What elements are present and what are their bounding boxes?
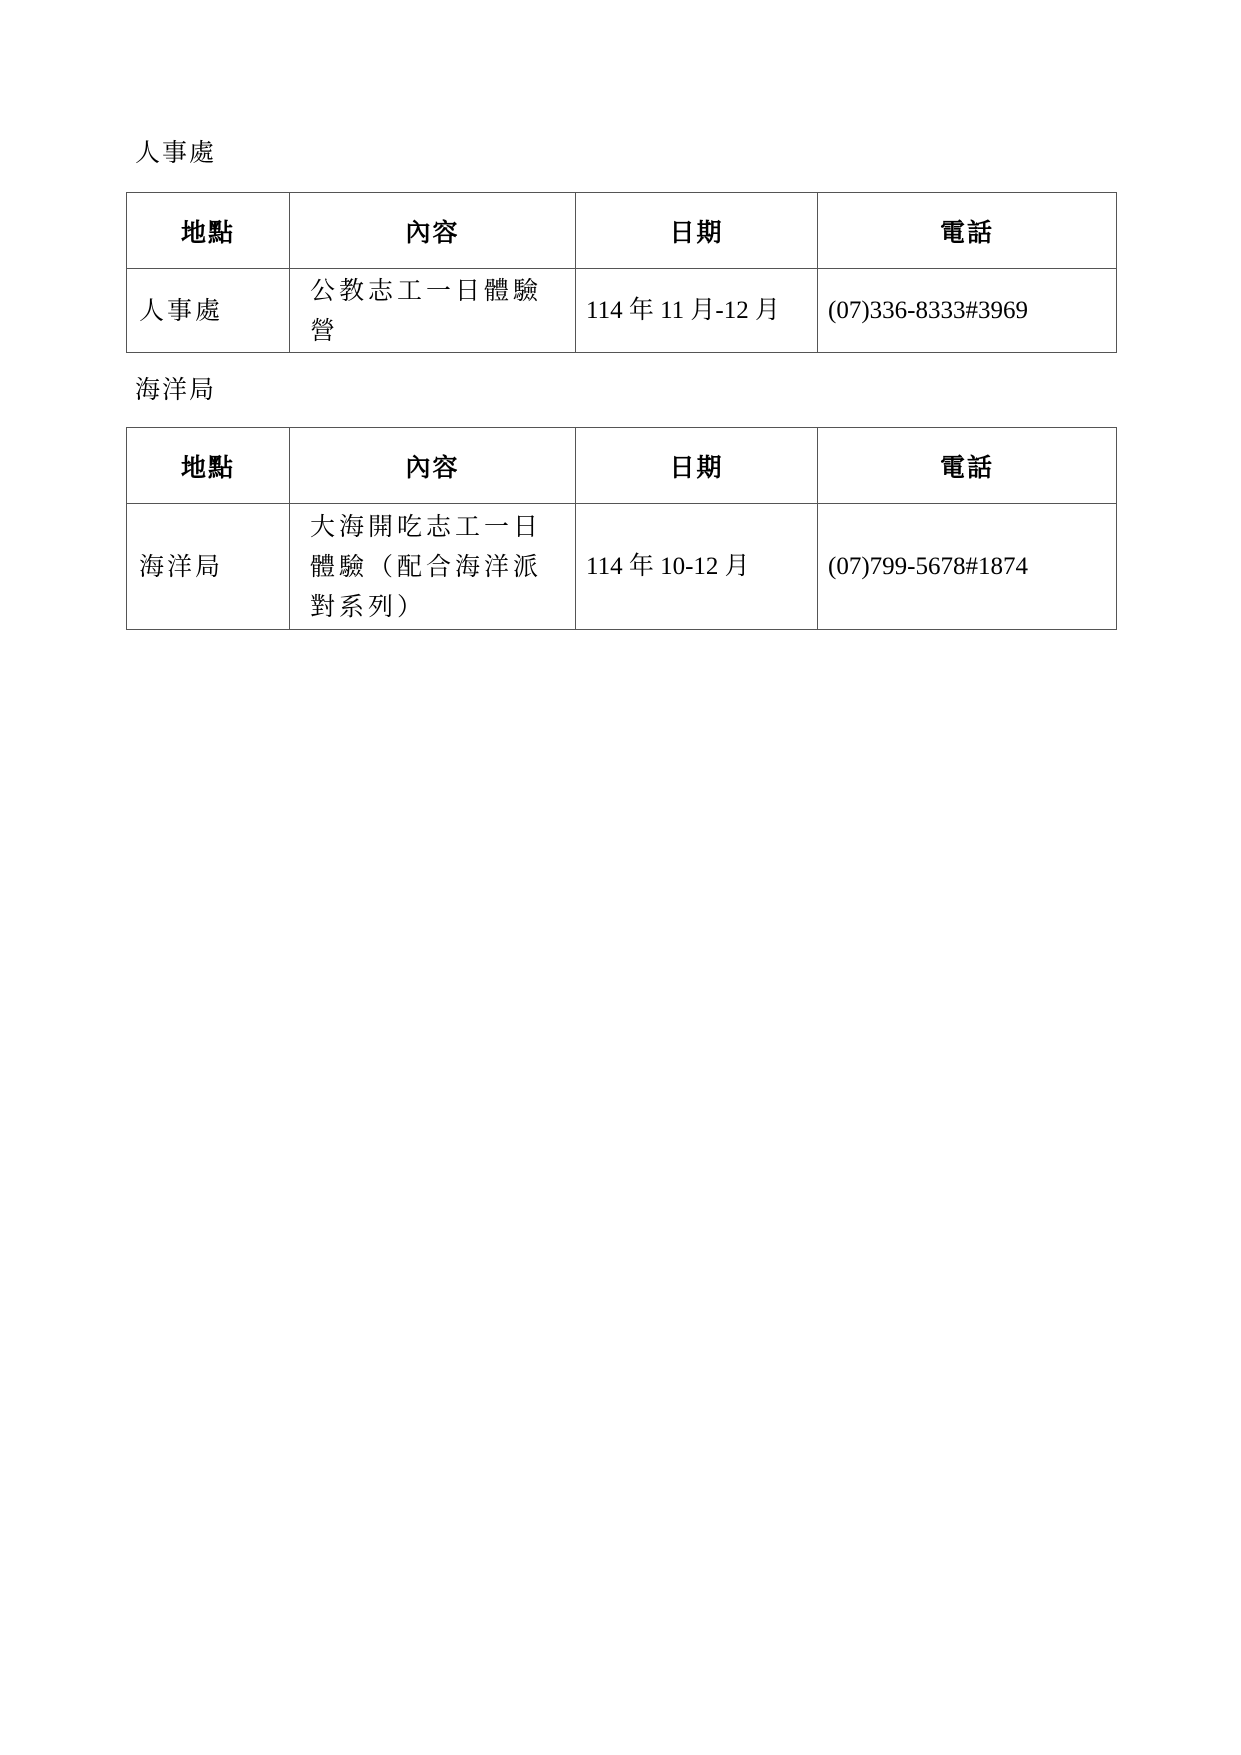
column-header-location: 地點 — [127, 193, 290, 269]
cell-date: 114 年 10-12 月 — [576, 504, 818, 630]
column-header-date: 日期 — [576, 193, 818, 269]
column-header-phone: 電話 — [818, 428, 1117, 504]
cell-location: 海洋局 — [127, 504, 290, 630]
table-header-row — [127, 428, 1117, 504]
column-header-date: 日期 — [576, 428, 818, 504]
cell-phone: (07)336-8333#3969 — [818, 269, 1117, 353]
column-header-content: 內容 — [290, 428, 576, 504]
column-header-content: 內容 — [290, 193, 576, 269]
cell-location: 人事處 — [127, 269, 290, 353]
schedule-table — [126, 192, 1117, 353]
table-row — [127, 504, 1117, 630]
cell-date: 114 年 11 月-12 月 — [576, 269, 818, 353]
cell-content: 公教志工一日體驗營 — [290, 269, 576, 353]
column-header-location: 地點 — [127, 428, 290, 504]
cell-content: 大海開吃志工一日體驗（配合海洋派對系列） — [290, 504, 576, 630]
column-header-phone: 電話 — [818, 193, 1117, 269]
table-row — [127, 269, 1117, 353]
table-header-row — [127, 193, 1117, 269]
section-title: 人事處 — [135, 138, 217, 167]
section-title: 海洋局 — [135, 375, 217, 404]
schedule-table — [126, 427, 1117, 630]
cell-phone: (07)799-5678#1874 — [818, 504, 1117, 630]
